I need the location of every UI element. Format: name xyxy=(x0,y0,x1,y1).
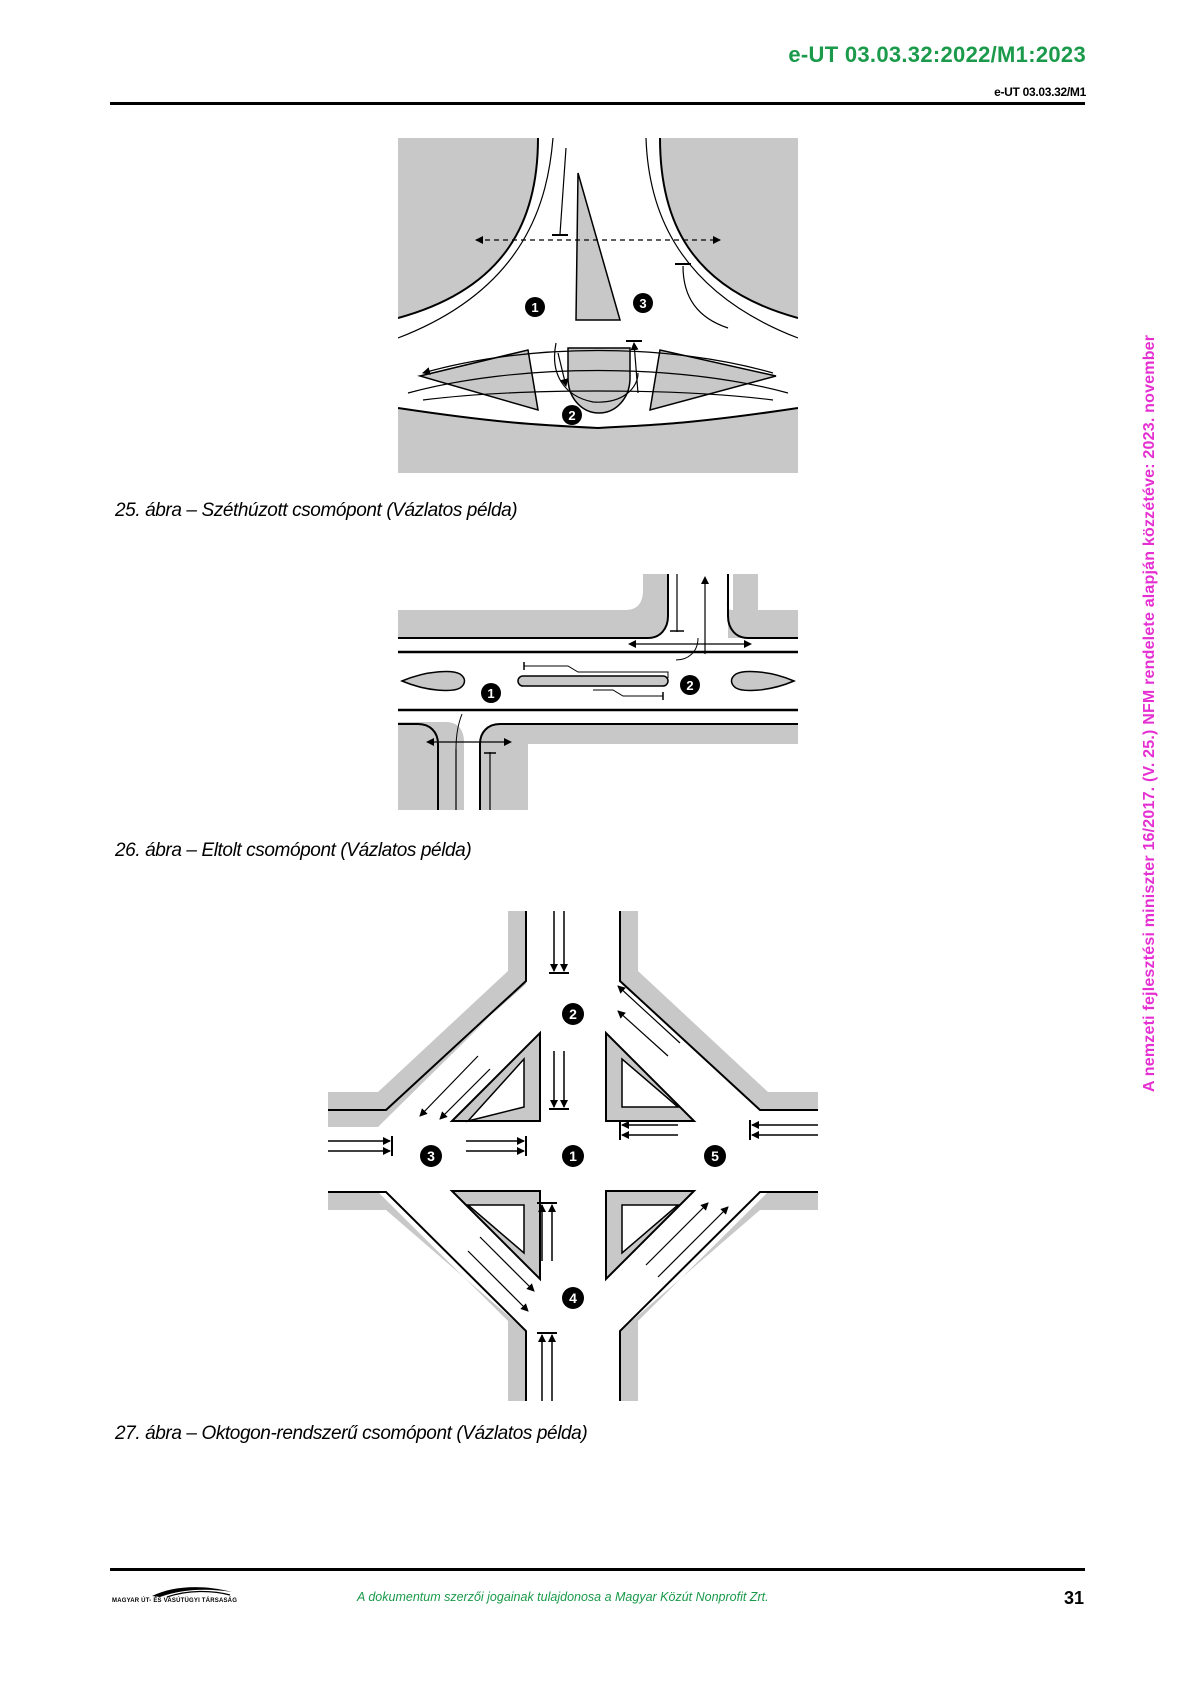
footer-rule xyxy=(110,1568,1085,1571)
figure-25-split-intersection-diagram xyxy=(398,138,798,473)
figure-26-caption: 26. ábra – Eltolt csomópont (Vázlatos példa) xyxy=(115,840,472,861)
svg-text:1: 1 xyxy=(531,300,539,315)
svg-text:5: 5 xyxy=(711,1148,719,1164)
header-rule xyxy=(110,102,1085,105)
document-code: e-UT 03.03.32:2022/M1:2023 xyxy=(788,42,1086,67)
svg-text:2: 2 xyxy=(568,408,576,423)
marker-2 xyxy=(680,675,700,695)
marker-2 xyxy=(562,405,582,425)
figure-26-offset-intersection-diagram xyxy=(398,574,798,810)
marker-2 xyxy=(562,1003,584,1025)
svg-text:2: 2 xyxy=(569,1006,577,1022)
publication-note: A nemzeti fejlesztési miniszter 16/2017. (V. 25.) NFM rendelete alapján közzétéve: 2023. november xyxy=(1141,334,1158,1092)
marker-1 xyxy=(562,1145,584,1167)
svg-text:1: 1 xyxy=(569,1148,577,1164)
society-logo xyxy=(112,1584,262,1610)
figure-27-caption: 27. ábra – Oktogon-rendszerű csomópont (Vázlatos példa) xyxy=(115,1423,588,1444)
logo-swoosh-icon xyxy=(112,1584,262,1598)
svg-text:1: 1 xyxy=(487,686,495,701)
svg-text:3: 3 xyxy=(427,1148,435,1164)
marker-3 xyxy=(420,1145,442,1167)
marker-1 xyxy=(525,297,545,317)
svg-text:2: 2 xyxy=(686,678,694,693)
copyright-note: A dokumentum szerzői jogainak tulajdonosa a Magyar Közút Nonprofit Zrt. xyxy=(357,1590,769,1604)
marker-3 xyxy=(633,293,653,313)
page-number: 31 xyxy=(1063,1588,1084,1608)
marker-1 xyxy=(481,683,501,703)
figure-27-octagon-intersection-diagram xyxy=(328,911,818,1401)
figure-25-caption: 25. ábra – Széthúzott csomópont (Vázlatos példa) xyxy=(115,500,518,521)
document-code-short: e-UT 03.03.32/M1 xyxy=(994,85,1086,99)
marker-5 xyxy=(704,1145,726,1167)
svg-text:4: 4 xyxy=(569,1290,577,1306)
logo-text: MAGYAR ÚT- ÉS VASÚTÜGYI TÁRSASÁG xyxy=(112,1598,238,1604)
svg-text:3: 3 xyxy=(639,296,647,311)
marker-4 xyxy=(562,1287,584,1309)
